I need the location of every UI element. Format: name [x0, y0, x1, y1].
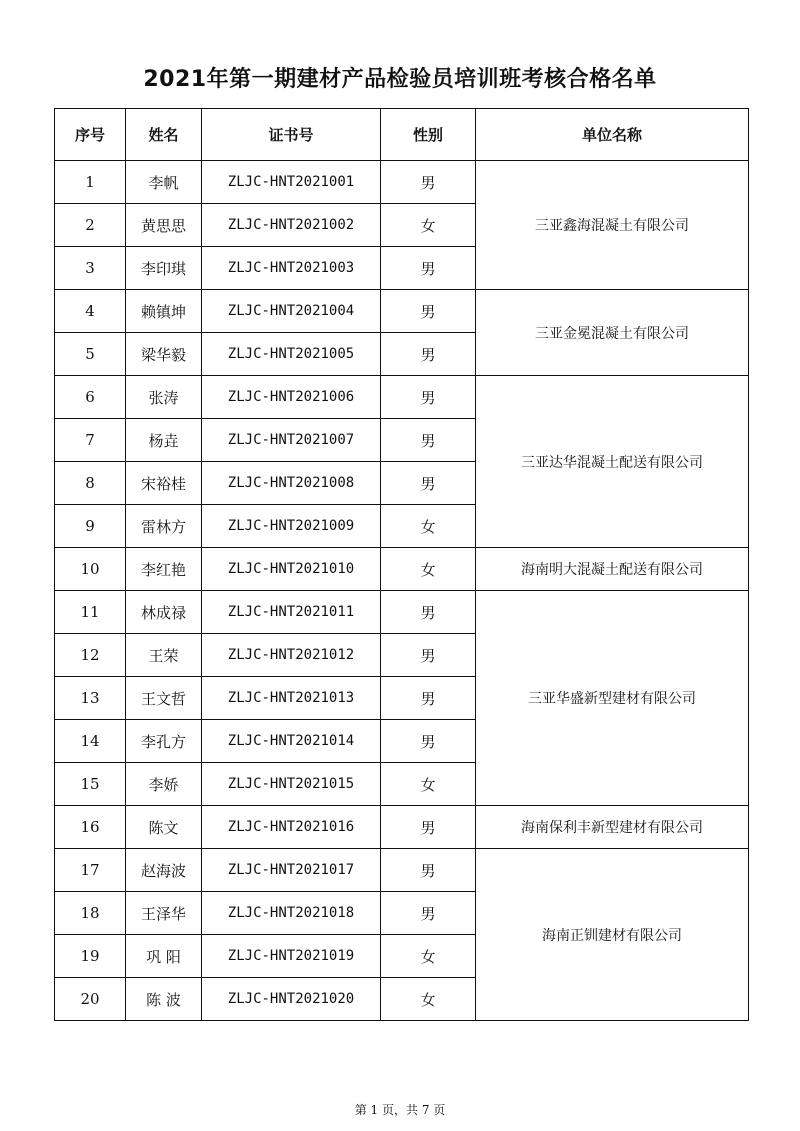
- gender-cell: 女: [381, 204, 476, 247]
- serial-cell: 16: [55, 806, 126, 849]
- name-cell: 张涛: [126, 376, 202, 419]
- company-cell: 三亚金冕混凝土有限公司: [476, 290, 749, 376]
- name-cell: 宋裕桂: [126, 462, 202, 505]
- serial-cell: 5: [55, 333, 126, 376]
- certificate-cell: ZLJC-HNT2021019: [202, 935, 381, 978]
- gender-cell: 女: [381, 763, 476, 806]
- certificate-cell: ZLJC-HNT2021004: [202, 290, 381, 333]
- serial-cell: 17: [55, 849, 126, 892]
- name-cell: 林成禄: [126, 591, 202, 634]
- company-cell: 三亚达华混凝土配送有限公司: [476, 376, 749, 548]
- name-cell: 王泽华: [126, 892, 202, 935]
- name-cell: 王文哲: [126, 677, 202, 720]
- company-cell: 海南保利丰新型建材有限公司: [476, 806, 749, 849]
- table-row: [55, 849, 749, 892]
- table-row: [55, 161, 749, 204]
- company-cell: 海南明大混凝土配送有限公司: [476, 548, 749, 591]
- certificate-cell: ZLJC-HNT2021010: [202, 548, 381, 591]
- serial-cell: 18: [55, 892, 126, 935]
- name-cell: 李帆: [126, 161, 202, 204]
- gender-cell: 男: [381, 849, 476, 892]
- certificate-cell: ZLJC-HNT2021001: [202, 161, 381, 204]
- gender-cell: 男: [381, 677, 476, 720]
- gender-cell: 女: [381, 505, 476, 548]
- certificate-cell: ZLJC-HNT2021014: [202, 720, 381, 763]
- serial-cell: 1: [55, 161, 126, 204]
- company-cell: 海南正钏建材有限公司: [476, 849, 749, 1021]
- header-gender: 性别: [381, 109, 476, 161]
- certificate-cell: ZLJC-HNT2021016: [202, 806, 381, 849]
- serial-cell: 9: [55, 505, 126, 548]
- serial-cell: 15: [55, 763, 126, 806]
- certificate-cell: ZLJC-HNT2021003: [202, 247, 381, 290]
- certificate-cell: ZLJC-HNT2021007: [202, 419, 381, 462]
- gender-cell: 男: [381, 806, 476, 849]
- page-title: 2021年第一期建材产品检验员培训班考核合格名单: [143, 67, 657, 92]
- page-footer: 第 1 页，共 7 页: [354, 1103, 446, 1117]
- table-row: [55, 376, 749, 419]
- company-cell: 三亚华盛新型建材有限公司: [476, 591, 749, 806]
- name-cell: 李孔方: [126, 720, 202, 763]
- header-certificate: 证书号: [202, 109, 381, 161]
- serial-cell: 20: [55, 978, 126, 1021]
- serial-cell: 19: [55, 935, 126, 978]
- gender-cell: 女: [381, 935, 476, 978]
- certificate-cell: ZLJC-HNT2021002: [202, 204, 381, 247]
- serial-cell: 14: [55, 720, 126, 763]
- serial-cell: 3: [55, 247, 126, 290]
- gender-cell: 女: [381, 548, 476, 591]
- table-row: [55, 290, 749, 333]
- name-cell: 赵海波: [126, 849, 202, 892]
- table-header-row: [55, 109, 749, 161]
- gender-cell: 男: [381, 419, 476, 462]
- gender-cell: 男: [381, 634, 476, 677]
- serial-cell: 2: [55, 204, 126, 247]
- certificate-cell: ZLJC-HNT2021008: [202, 462, 381, 505]
- gender-cell: 女: [381, 978, 476, 1021]
- certificate-cell: ZLJC-HNT2021018: [202, 892, 381, 935]
- serial-cell: 7: [55, 419, 126, 462]
- serial-cell: 11: [55, 591, 126, 634]
- certificate-cell: ZLJC-HNT2021013: [202, 677, 381, 720]
- company-cell: 三亚鑫海混凝土有限公司: [476, 161, 749, 290]
- table-body: [55, 161, 749, 1021]
- name-cell: 李娇: [126, 763, 202, 806]
- certificate-cell: ZLJC-HNT2021017: [202, 849, 381, 892]
- header-name: 姓名: [126, 109, 202, 161]
- name-cell: 雷林方: [126, 505, 202, 548]
- table-row: [55, 591, 749, 634]
- certificate-cell: ZLJC-HNT2021020: [202, 978, 381, 1021]
- serial-cell: 8: [55, 462, 126, 505]
- certificate-cell: ZLJC-HNT2021005: [202, 333, 381, 376]
- serial-cell: 12: [55, 634, 126, 677]
- name-cell: 陈 波: [126, 978, 202, 1021]
- serial-cell: 6: [55, 376, 126, 419]
- gender-cell: 男: [381, 290, 476, 333]
- gender-cell: 男: [381, 720, 476, 763]
- certificate-cell: ZLJC-HNT2021006: [202, 376, 381, 419]
- serial-cell: 4: [55, 290, 126, 333]
- table-row: [55, 806, 749, 849]
- gender-cell: 男: [381, 462, 476, 505]
- name-cell: 王荣: [126, 634, 202, 677]
- gender-cell: 男: [381, 376, 476, 419]
- serial-cell: 13: [55, 677, 126, 720]
- name-cell: 赖镇坤: [126, 290, 202, 333]
- name-cell: 李红艳: [126, 548, 202, 591]
- gender-cell: 男: [381, 591, 476, 634]
- gender-cell: 男: [381, 161, 476, 204]
- certificate-cell: ZLJC-HNT2021015: [202, 763, 381, 806]
- name-cell: 黄思思: [126, 204, 202, 247]
- name-cell: 陈文: [126, 806, 202, 849]
- serial-cell: 10: [55, 548, 126, 591]
- certificate-cell: ZLJC-HNT2021011: [202, 591, 381, 634]
- name-cell: 巩 阳: [126, 935, 202, 978]
- gender-cell: 男: [381, 333, 476, 376]
- table-row: [55, 548, 749, 591]
- gender-cell: 男: [381, 247, 476, 290]
- name-cell: 杨垚: [126, 419, 202, 462]
- qualified-list-table: [54, 108, 749, 1021]
- certificate-cell: ZLJC-HNT2021009: [202, 505, 381, 548]
- name-cell: 李印琪: [126, 247, 202, 290]
- certificate-cell: ZLJC-HNT2021012: [202, 634, 381, 677]
- header-serial: 序号: [55, 109, 126, 161]
- gender-cell: 男: [381, 892, 476, 935]
- header-company: 单位名称: [476, 109, 749, 161]
- name-cell: 梁华毅: [126, 333, 202, 376]
